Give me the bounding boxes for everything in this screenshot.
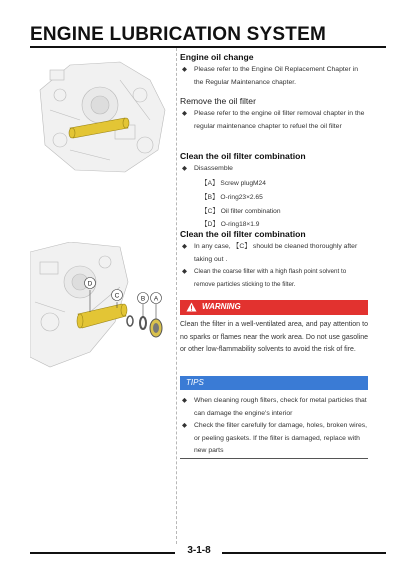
diamond-bullet-icon: ◆ — [182, 422, 187, 429]
part-a: 【A】 Screw plugM24 — [201, 180, 266, 187]
diamond-bullet-icon: ◆ — [182, 66, 187, 73]
diamond-bullet-icon: ◆ — [182, 110, 187, 117]
bullet-engine-oil-change: ◆ Please refer to the Engine Oil Replacement Chapter in the Regular Maintenance chapter. — [182, 66, 358, 86]
footer-rule-right — [222, 552, 386, 554]
heading-engine-oil-change: Engine oil change — [180, 52, 254, 62]
part-d: 【D】 O-ring18×1.9 — [201, 221, 260, 228]
warning-text: Clean the filter in a well-ventilated area, and pay attention to no sparks or flames near the work area. Do not use gasoline or other low-flammability solvents to avoid the risk of fire. — [180, 321, 368, 353]
bullet-disassemble: ◆ Disassemble — [182, 163, 368, 176]
part-c: 【C】 Oil filter combination — [201, 208, 281, 215]
diamond-bullet-icon: ◆ — [182, 268, 187, 275]
title-rule — [30, 46, 386, 48]
tip-metal-particles: ◆ When cleaning rough filters, check for metal particles that can damage the engine's interior — [182, 397, 367, 417]
diamond-bullet-icon: ◆ — [182, 397, 187, 404]
warning-banner — [180, 300, 368, 315]
column-divider — [176, 48, 177, 544]
bullet-coarse-filter: ◆ Clean the coarse filter with a high flash point solvent to remove particles sticking to the filter. — [182, 268, 347, 288]
page-title: ENGINE LUBRICATION SYSTEM — [30, 24, 326, 45]
heading-clean-combination-1: Clean the oil filter combination — [180, 151, 306, 161]
tips-banner — [180, 376, 368, 390]
bullet-remove-oil-filter: ◆ Please refer to the engine oil filter removal chapter in the regular maintenance chapter to refuel the oil filter — [182, 110, 365, 130]
callout-label-b: B — [140, 295, 146, 303]
page-number: 3-1-8 — [187, 545, 211, 556]
diamond-bullet-icon: ◆ — [182, 243, 187, 250]
warning-label: WARNING — [202, 302, 241, 311]
heading-remove-oil-filter: Remove the oil filter — [180, 96, 256, 106]
heading-clean-combination-2: Clean the oil filter combination — [180, 229, 306, 239]
part-b: 【B】 O-ring23×2.65 — [201, 194, 263, 201]
bullet-clean-c: ◆ In any case, 【C】 should be cleaned thoroughly after taking out . — [182, 243, 358, 263]
callout-label-a: A — [153, 295, 159, 303]
engine-figure-1 — [30, 50, 172, 180]
warning-triangle-icon — [186, 302, 197, 312]
diamond-bullet-icon: ◆ — [182, 165, 187, 172]
tip-check-filter: ◆ Check the filter carefully for damage, holes, broken wires, or peeling gaskets. If the filter is damaged, replace with new parts — [182, 422, 368, 454]
callout-label-c: C — [114, 292, 120, 300]
tips-bottom-rule — [180, 458, 368, 459]
tips-label: TIPS — [186, 378, 204, 387]
callout-label-d: D — [87, 280, 93, 288]
footer-rule-left — [30, 552, 175, 554]
engine-figure-2 — [30, 242, 172, 372]
